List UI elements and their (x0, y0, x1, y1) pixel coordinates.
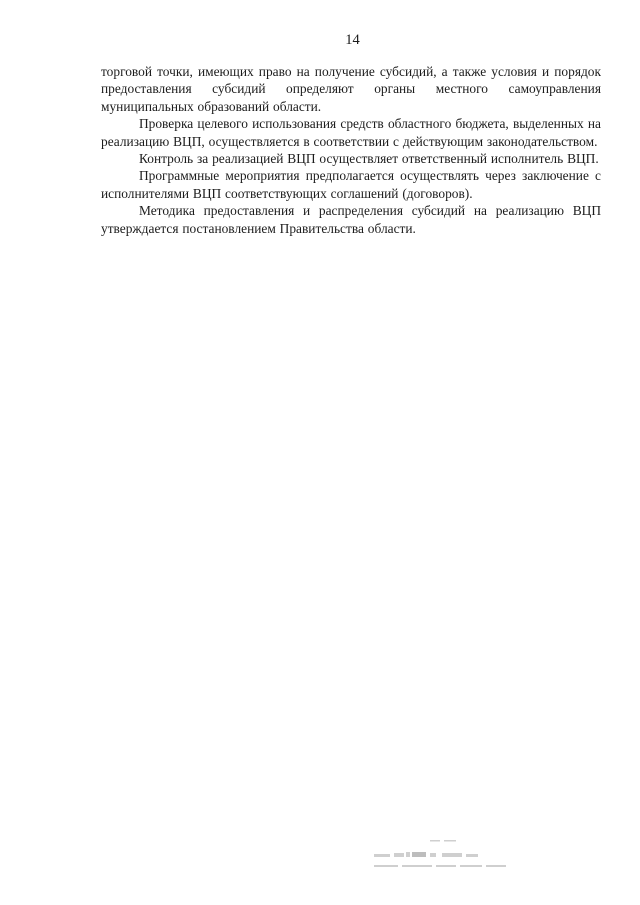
paragraph-subsidy-methodology: Методика предоставления и распределения субсидий на реализацию ВЦП утверждается постановлением Правительства области. (101, 203, 601, 236)
faded-registration-stamp (372, 838, 512, 872)
paragraph-subsidy-conditions: торговой точки, имеющих право на получение субсидий, а также условия и порядок предоставления субсидий определяют органы местного самоуправления муниципальных образований области. (101, 64, 601, 114)
page-number: 14 (345, 32, 360, 48)
paragraph-budget-audit: Проверка целевого использования средств областного бюджета, выделенных на реализацию ВЦП, осуществляется в соответствии с действующим законодательством. (101, 116, 601, 149)
paragraph-program-activities: Программные мероприятия предполагается осуществлять через заключение с исполнителями ВЦП соответствующих соглашений (договоров). (101, 168, 601, 201)
paragraph-program-control: Контроль за реализацией ВЦП осуществляет ответственный исполнитель ВЦП. (139, 151, 599, 167)
document-body (101, 63, 601, 237)
